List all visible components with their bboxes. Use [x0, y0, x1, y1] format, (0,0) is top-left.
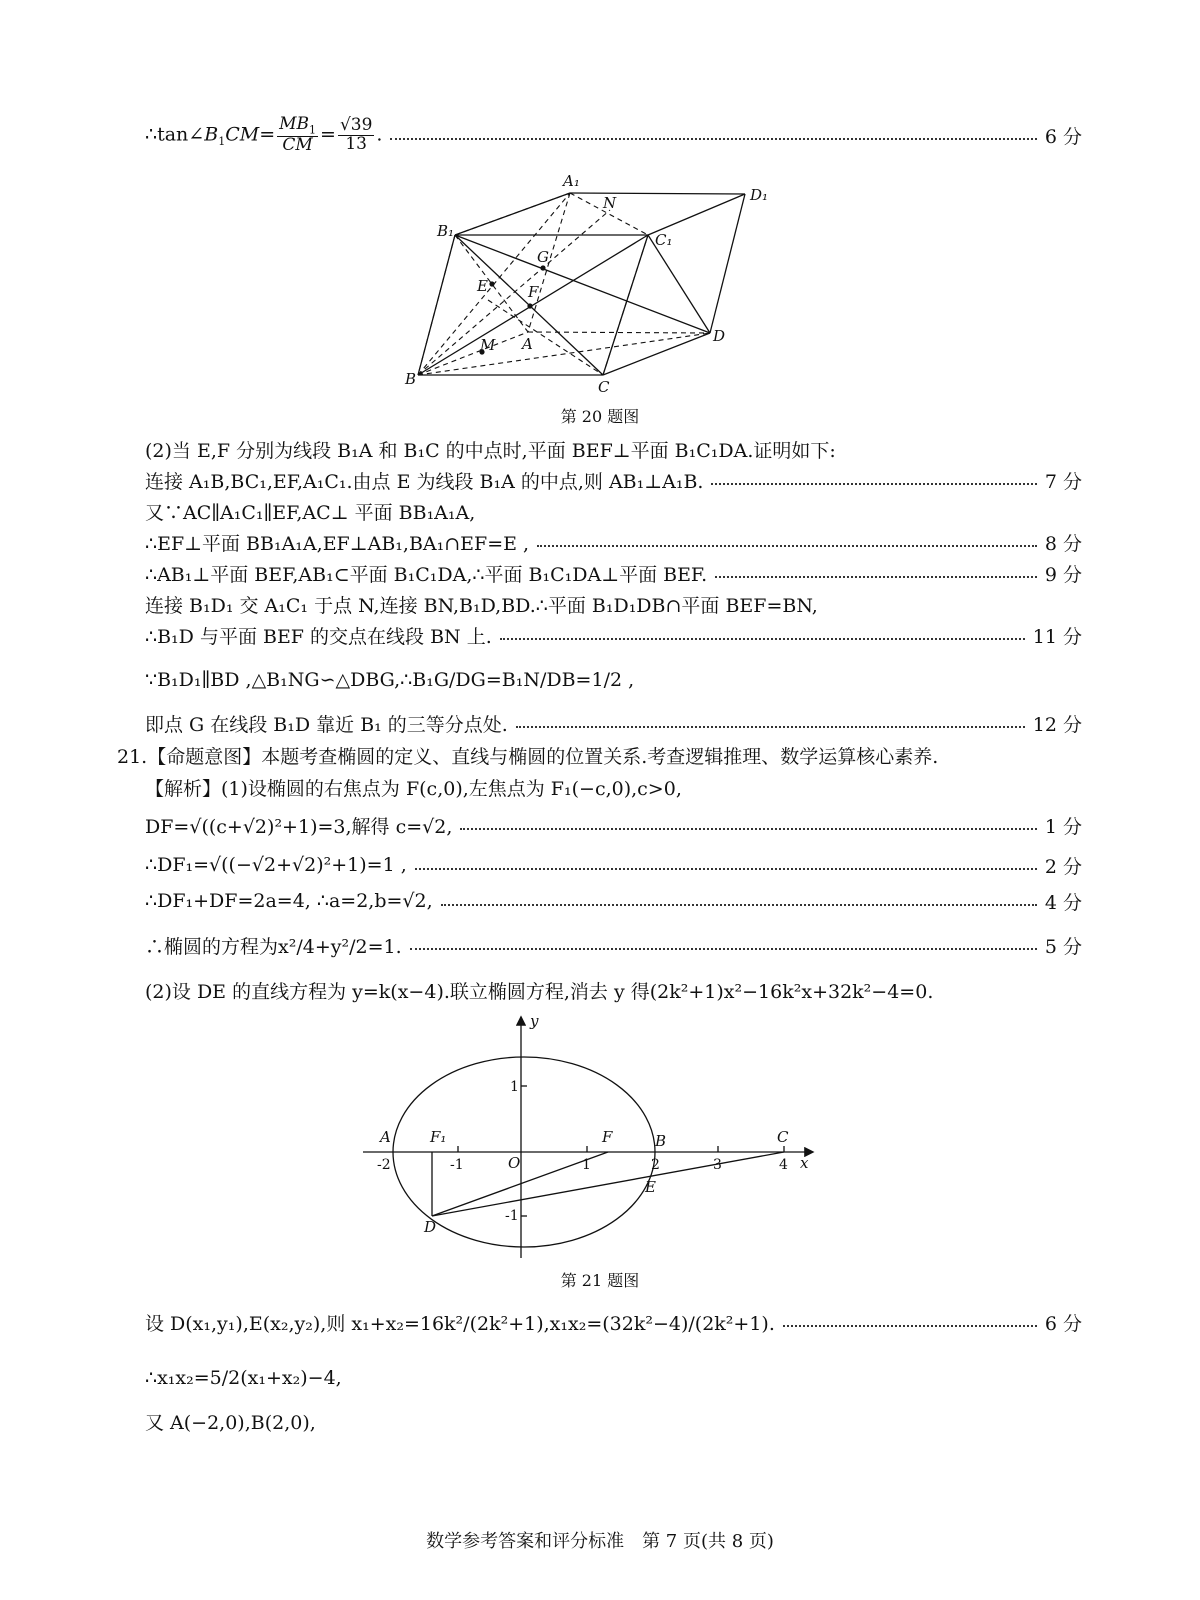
part2-intro: (2)当 E,F 分别为线段 B₁A 和 B₁C 的中点时,平面 BEF⊥平面 B₁C₁DA.证明如下: — [145, 439, 836, 462]
point-label-C: C — [777, 1128, 789, 1146]
tick-label-x: 1 — [582, 1157, 591, 1173]
answer-line-ab-points: 又 A(−2,0),B(2,0), — [145, 1411, 316, 1434]
figure-20-caption: 第 20 题图 — [560, 407, 640, 426]
answer-line-product: ∴x₁x₂=5/2(x₁+x₂)−4, — [145, 1367, 342, 1389]
label-B1: B₁ — [437, 222, 455, 240]
point-label-O: O — [508, 1154, 521, 1172]
label-E: E — [477, 277, 488, 295]
label-G: G — [537, 248, 549, 266]
answer-line-8: ∴EF⊥平面 BB₁A₁A,EF⊥AB₁,BA₁∩EF=E , 8 分 — [145, 525, 1082, 559]
score-label: 11 分 — [1032, 625, 1082, 648]
label-N: N — [603, 194, 617, 212]
score-label: 5 分 — [1044, 935, 1082, 958]
label-F: F — [528, 283, 539, 301]
point-label-A: A — [380, 1128, 391, 1146]
figure-21-caption: 第 21 题图 — [560, 1271, 640, 1290]
answer-line-analysis: 【解析】(1)设椭圆的右焦点为 F(c,0),左焦点为 F₁(−c,0),c>0, — [145, 777, 682, 800]
score-label: 4 分 — [1044, 891, 1082, 914]
answer-line-7: 连接 A₁B,BC₁,EF,A₁C₁.由点 E 为线段 B₁A 的中点,则 AB₁⊥A₁B. 7 分 — [145, 463, 1082, 497]
score-label: 6 分 — [1044, 1312, 1082, 1335]
axis-label-y: y — [530, 1012, 539, 1030]
label-A1: A₁ — [563, 172, 580, 190]
answer-line-ac-parallel: 又∵AC∥A₁C₁∥EF,AC⊥ 平面 BB₁A₁A, — [145, 501, 476, 524]
answer-line-similar: ∵B₁D₁∥BD ,△B₁NG∽△DBG,∴B₁G/DG=B₁N/DB=1/2 , — [145, 669, 635, 691]
score-label: 8 分 — [1044, 532, 1082, 555]
answer-line-11: ∴B₁D 与平面 BEF 的交点在线段 BN 上. 11 分 — [145, 618, 1082, 652]
answer-line-tan — [145, 113, 1082, 155]
figure-20-prism — [395, 165, 785, 400]
point-label-D: D — [424, 1218, 437, 1236]
tick-label-y: 1 — [510, 1079, 519, 1095]
label-C1: C₁ — [655, 231, 673, 249]
label-D: D — [713, 327, 726, 345]
score-label: 9 分 — [1044, 563, 1082, 586]
tick-label-x: 3 — [713, 1157, 722, 1173]
answer-line-6b: 设 D(x₁,y₁),E(x₂,y₂),则 x₁+x₂=16k²/(2k²+1),x₁x₂=(32k²−4)/(2k²+1). 6 分 — [145, 1302, 1082, 1342]
score-label: 2 分 — [1044, 855, 1082, 878]
score-label: 1 分 — [1044, 815, 1082, 838]
label-M: M — [480, 336, 496, 354]
axis-label-x: x — [800, 1154, 809, 1172]
score-label: 7 分 — [1044, 470, 1082, 493]
tick-label-x: 4 — [779, 1157, 788, 1173]
label-C: C — [598, 378, 610, 396]
point-label-B: B — [655, 1132, 667, 1150]
answer-line-12: 即点 G 在线段 B₁D 靠近 B₁ 的三等分点处. 12 分 — [145, 706, 1082, 740]
score-label: 12 分 — [1032, 713, 1082, 736]
label-A: A — [522, 335, 533, 353]
figure-21-ellipse — [355, 1010, 825, 1260]
score-label: 6 分 — [1044, 125, 1082, 148]
point-label-E: E — [645, 1178, 656, 1196]
answer-line-4: ∴DF₁+DF=2a=4, ∴a=2,b=√2, 4 分 — [145, 884, 1082, 918]
answer-line-connect: 连接 B₁D₁ 交 A₁C₁ 于点 N,连接 BN,B₁D,BD.∴平面 B₁D₁DB∩平面 BEF=BN, — [145, 594, 818, 617]
formula-tan: $\therefore\tan\angle B_1CM=$ $\frac{MB_1}{CM}$ = $\frac{√39}{13}$ . — [145, 113, 383, 155]
answer-line-2: ∴DF₁=√((−√2+√2)²+1)=1 , 2 分 — [145, 848, 1082, 882]
tick-label-x: -2 — [377, 1157, 391, 1173]
answer-line-de: (2)设 DE 的直线方程为 y=k(x−4).联立椭圆方程,消去 y 得(2k²+1)x²−16k²x+32k²−4=0. — [145, 980, 934, 1003]
answer-line-1: DF=√((c+√2)²+1)=3,解得 c=√2, 1 分 — [145, 808, 1082, 842]
answer-line-part2 — [145, 432, 1082, 466]
tick-label-x: 2 — [651, 1157, 660, 1173]
point-label-F1: F₁ — [430, 1128, 447, 1146]
label-B: B — [405, 370, 417, 388]
question-21-intent: 21.【命题意图】本题考查椭圆的定义、直线与椭圆的位置关系.考查逻辑推理、数学运算核心素养. — [117, 745, 939, 768]
point-label-F: F — [602, 1128, 613, 1146]
page-footer: 数学参考答案和评分标准 第 7 页(共 8 页) — [426, 1531, 774, 1552]
tick-label-y: -1 — [505, 1208, 519, 1224]
answer-line-9: ∴AB₁⊥平面 BEF,AB₁⊂平面 B₁C₁DA,∴平面 B₁C₁DA⊥平面 BEF. 9 分 — [145, 556, 1082, 590]
label-D1: D₁ — [750, 186, 769, 204]
answer-line-5: ∴椭圆的方程为x²/4+y²/2=1. 5 分 — [145, 926, 1082, 964]
tick-label-x: -1 — [450, 1157, 464, 1173]
